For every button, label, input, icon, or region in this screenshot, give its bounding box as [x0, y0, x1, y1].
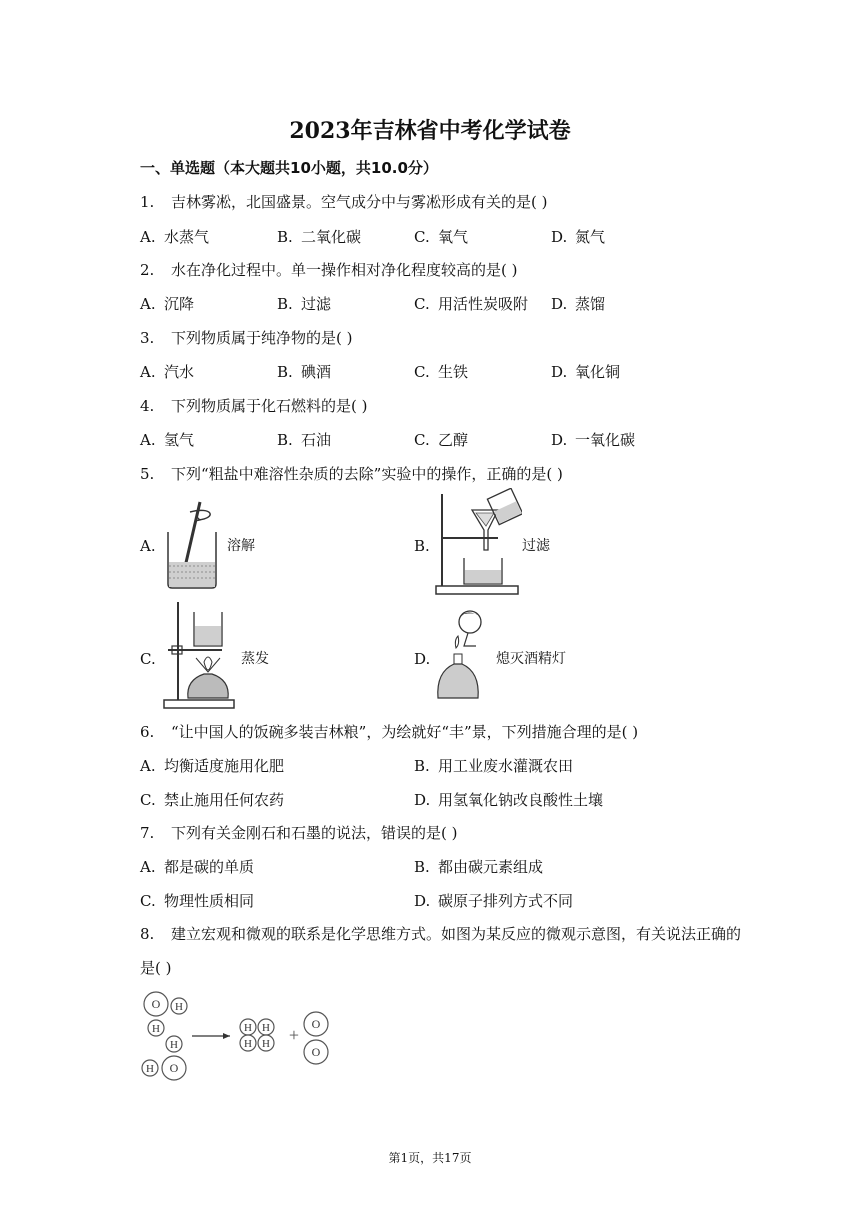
option-c-label: 蒸发 [241, 651, 269, 667]
option-d: D. 用氢氧化钠改良酸性土壤 [414, 791, 604, 809]
svg-text:H: H [152, 1023, 160, 1035]
option-a: A. 氢气 [140, 431, 195, 449]
option-b: B. 过滤 [277, 295, 332, 313]
question-4: 4. 下列物质属于化石燃料的是( ) [140, 397, 368, 415]
option-c-letter: C. [140, 650, 156, 668]
option-c: C. 乙醇 [414, 431, 469, 449]
question-6: 6. “让中国人的饭碗多装吉林粮”，为绘就好“丰”景，下列措施合理的是( ) [140, 723, 639, 741]
question-5: 5. 下列“粗盐中难溶性杂质的去除”实验中的操作，正确的是( ) [140, 465, 563, 483]
hydrogen-atom [148, 1020, 164, 1036]
option-b: B. 都由碳元素组成 [414, 858, 544, 876]
reaction-arrowhead [223, 1033, 230, 1039]
option-d: D. 氧化铜 [551, 363, 621, 381]
option-a: A. 沉降 [140, 295, 195, 313]
hydrogen-atom [171, 998, 187, 1014]
hydrogen-atom [258, 1019, 274, 1035]
option-d: D. 一氧化碳 [551, 431, 636, 449]
svg-text:O: O [311, 1045, 321, 1059]
option-a: A. 汽水 [140, 363, 195, 381]
svg-text:H: H [170, 1039, 178, 1051]
option-c: C. 生铁 [414, 363, 469, 381]
hydrogen-atom [240, 1035, 256, 1051]
page-title: 2023年吉林省中考化学试卷 [289, 118, 571, 144]
option-a-label: 溶解 [227, 538, 255, 554]
hydrogen-atom [240, 1019, 256, 1035]
question-2: 2. 水在净化过程中。单一操作相对净化程度较高的是( ) [140, 261, 518, 279]
reaction-micro-diagram [134, 986, 344, 1086]
svg-text:H: H [244, 1022, 252, 1034]
option-b-label: 过滤 [522, 538, 550, 554]
option-b: B. 二氧化碳 [277, 228, 362, 246]
svg-text:H: H [262, 1038, 270, 1050]
option-a-letter: A. [140, 537, 156, 555]
option-d: D. 蒸馏 [551, 295, 606, 313]
svg-text:H: H [244, 1038, 252, 1050]
section-heading: 一、单选题（本大题共10小题，共10.0分） [140, 159, 438, 177]
question-8: 8. 建立宏观和微观的联系是化学思维方式。如图为某反应的微观示意图，有关说法正确的 [140, 925, 742, 943]
option-b: B. 用工业废水灌溉农田 [414, 757, 574, 775]
option-c: C. 用活性炭吸附 [414, 295, 529, 313]
option-d-label: 熄灭酒精灯 [496, 651, 566, 667]
option-b-letter: B. [414, 537, 430, 555]
oxygen-atom [162, 1056, 186, 1080]
question-8-continued: 是( ) [140, 959, 172, 977]
svg-text:O: O [151, 997, 161, 1011]
filtration-apparatus-figure [432, 488, 522, 598]
option-b: B. 碘酒 [277, 363, 332, 381]
question-7: 7. 下列有关金刚石和石墨的说法，错误的是( ) [140, 824, 458, 842]
evaporation-apparatus-figure [160, 600, 238, 712]
option-d: D. 碳原子排列方式不同 [414, 892, 574, 910]
svg-text:H: H [175, 1001, 183, 1013]
question-3: 3. 下列物质属于纯净物的是( ) [140, 329, 353, 347]
svg-text:O: O [311, 1017, 321, 1031]
oxygen-atom [304, 1040, 328, 1064]
option-a: A. 水蒸气 [140, 228, 210, 246]
option-a: A. 均衡适度施用化肥 [140, 757, 285, 775]
option-a: A. 都是碳的单质 [140, 858, 255, 876]
oxygen-atom [304, 1012, 328, 1036]
option-c: C. 物理性质相同 [140, 892, 255, 910]
plus-sign: + [288, 1025, 300, 1045]
option-b: B. 石油 [277, 431, 332, 449]
svg-text:H: H [146, 1063, 154, 1075]
option-d-letter: D. [414, 650, 431, 668]
question-1: 1. 吉林雾凇，北国盛景。空气成分中与雾凇形成有关的是( ) [140, 193, 548, 211]
option-c: C. 禁止施用任何农药 [140, 791, 285, 809]
svg-text:H: H [262, 1022, 270, 1034]
dissolving-beaker-figure [160, 496, 224, 592]
oxygen-atom [144, 992, 168, 1016]
hydrogen-atom [258, 1035, 274, 1051]
option-c: C. 氧气 [414, 228, 469, 246]
hydrogen-atom [166, 1036, 182, 1052]
blowing-out-lamp-figure [434, 606, 490, 702]
option-d: D. 氮气 [551, 228, 606, 246]
page-footer: 第1页，共17页 [388, 1151, 472, 1165]
hydrogen-atom [142, 1060, 158, 1076]
svg-text:O: O [169, 1061, 179, 1075]
